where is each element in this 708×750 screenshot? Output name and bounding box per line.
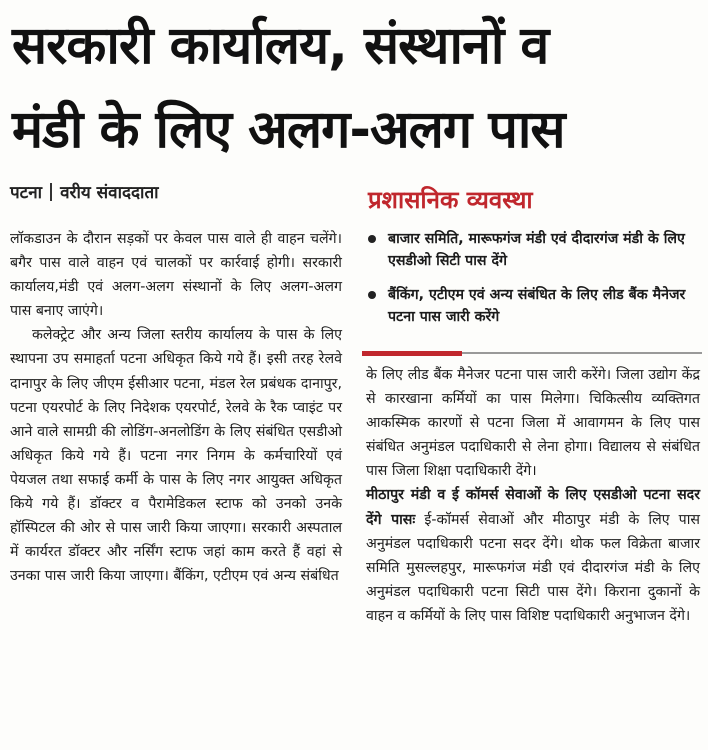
byline-separator — [50, 183, 52, 201]
headline-line-2: मंडी के लिए अलग-अलग पास — [12, 100, 565, 160]
left-paragraph-1: लॉकडाउन के दौरान सड़कों पर केवल पास वाले ही वाहन चलेंगे। बगैर पास वाले वाहन एवं चालकों पर कार्रवाई होगी। सरकारी कार्यालय,मंडी एवं अलग-अलग संस्थानों के लिए अलग-अलग पास बनाए जाएंगे। — [10, 231, 342, 320]
byline-city: पटना — [10, 183, 43, 203]
bullet-dot-icon — [368, 235, 376, 243]
right-paragraph-1: के लिए लीड बैंक मैनेजर पटना पास जारी करेंगे। जिला उद्योग केंद्र से कारखाना कर्मियों का पास मिलेगा। चिकित्सीय व्यक्तिगत आकस्मिक कारणों से पटना जिला में आवागमन के लिए पास संबंधित अनुमंडल पदाधिकारी से लेना होगा। विद्यालय से संबंधित पास जिला शिक्षा पदाधिकारी देंगे। — [366, 367, 700, 480]
byline-reporter: वरीय संवाददाता — [60, 183, 159, 203]
left-paragraph-2: कलेक्ट्रेट और अन्य जिला स्तरीय कार्यालय के पास के लिए स्थापना उप समाहर्ता पटना अधिकृत किये गये हैं। इसी तरह रेलवे दानापुर के लिए जीएम ईसीआर पटना, मंडल रेल प्रबंधक दानापुर, पटना एयरपोर्ट के लिए निदेशक एयरपोर्ट, रेलवे के रैक प्वाइंट पर आने वाले सामग्री की लोडिंग-अनलोडिंग के लिए संबंधित एसडीओ अधिकृत किये गये हैं। पटना नगर निगम के कर्मचारियों एवं पेयजल तथा सफाई कर्मी के पास के लिए नगर आयुक्त अधिकृत किये गये हैं। डॉक्टर व पैरामेडिकल स्टाफ को उनको उनके हॉस्पिटल की ओर से पास जारी किया जाएगा। सरकारी अस्पताल में कार्यरत डॉक्टर और नर्सिंग स्टाफ जहां काम करते हैं वहां से उनका पास जारी किया जाएगा। बैंकिंग, एटीएम एवं अन्य संबंधित — [10, 327, 342, 585]
byline — [10, 180, 159, 203]
accent-divider — [362, 351, 462, 356]
sidebar-bullets — [362, 228, 700, 328]
sidebar-bullet-text: बाजार समिति, मारूफगंज मंडी एवं दीदारगंज मंडी के लिए एसडीओ सिटी पास देंगे — [388, 231, 685, 269]
divider-rule — [462, 352, 702, 354]
headline — [12, 4, 702, 172]
left-column — [10, 227, 342, 588]
sidebar-bullet — [362, 284, 700, 328]
right-paragraph-2-text: ई-कॉमर्स सेवाओं और मीठापुर मंडी के लिए पास अनुमंडल पदाधिकारी पटना सदर देंगे। थोक फल विक्रेता बाजार समिति मुसल्लहपुर, मारूफगंज मंडी एवं दीदारगंज मंडी के लिए अनुमंडल पदाधिकारी पटना सिटी पास देंगे। किराना दुकानों के वाहन व कर्मियों के लिए पास विशिष्ट पदाधिकारी अनुभाजन देंगे। — [366, 511, 700, 624]
headline-line-1: सरकारी कार्यालय, संस्थानों व — [12, 16, 549, 76]
sidebar-bullet-text: बैंकिंग, एटीएम एवं अन्य संबंधित के लिए लीड बैंक मैनेजर पटना पास जारी करेंगे — [388, 287, 686, 325]
sidebar-title: प्रशासनिक व्यवस्था — [368, 186, 533, 214]
bullet-dot-icon — [368, 291, 376, 299]
sidebar-bullet — [362, 228, 700, 272]
right-paragraph-2 — [366, 483, 700, 628]
right-column — [366, 363, 700, 628]
sidebar-box — [362, 180, 700, 340]
right-subhead: मीठापुर मंडी व ई कॉमर्स सेवाओं के लिए एसडीओ पटना सदर देंगे पासः — [366, 487, 700, 528]
